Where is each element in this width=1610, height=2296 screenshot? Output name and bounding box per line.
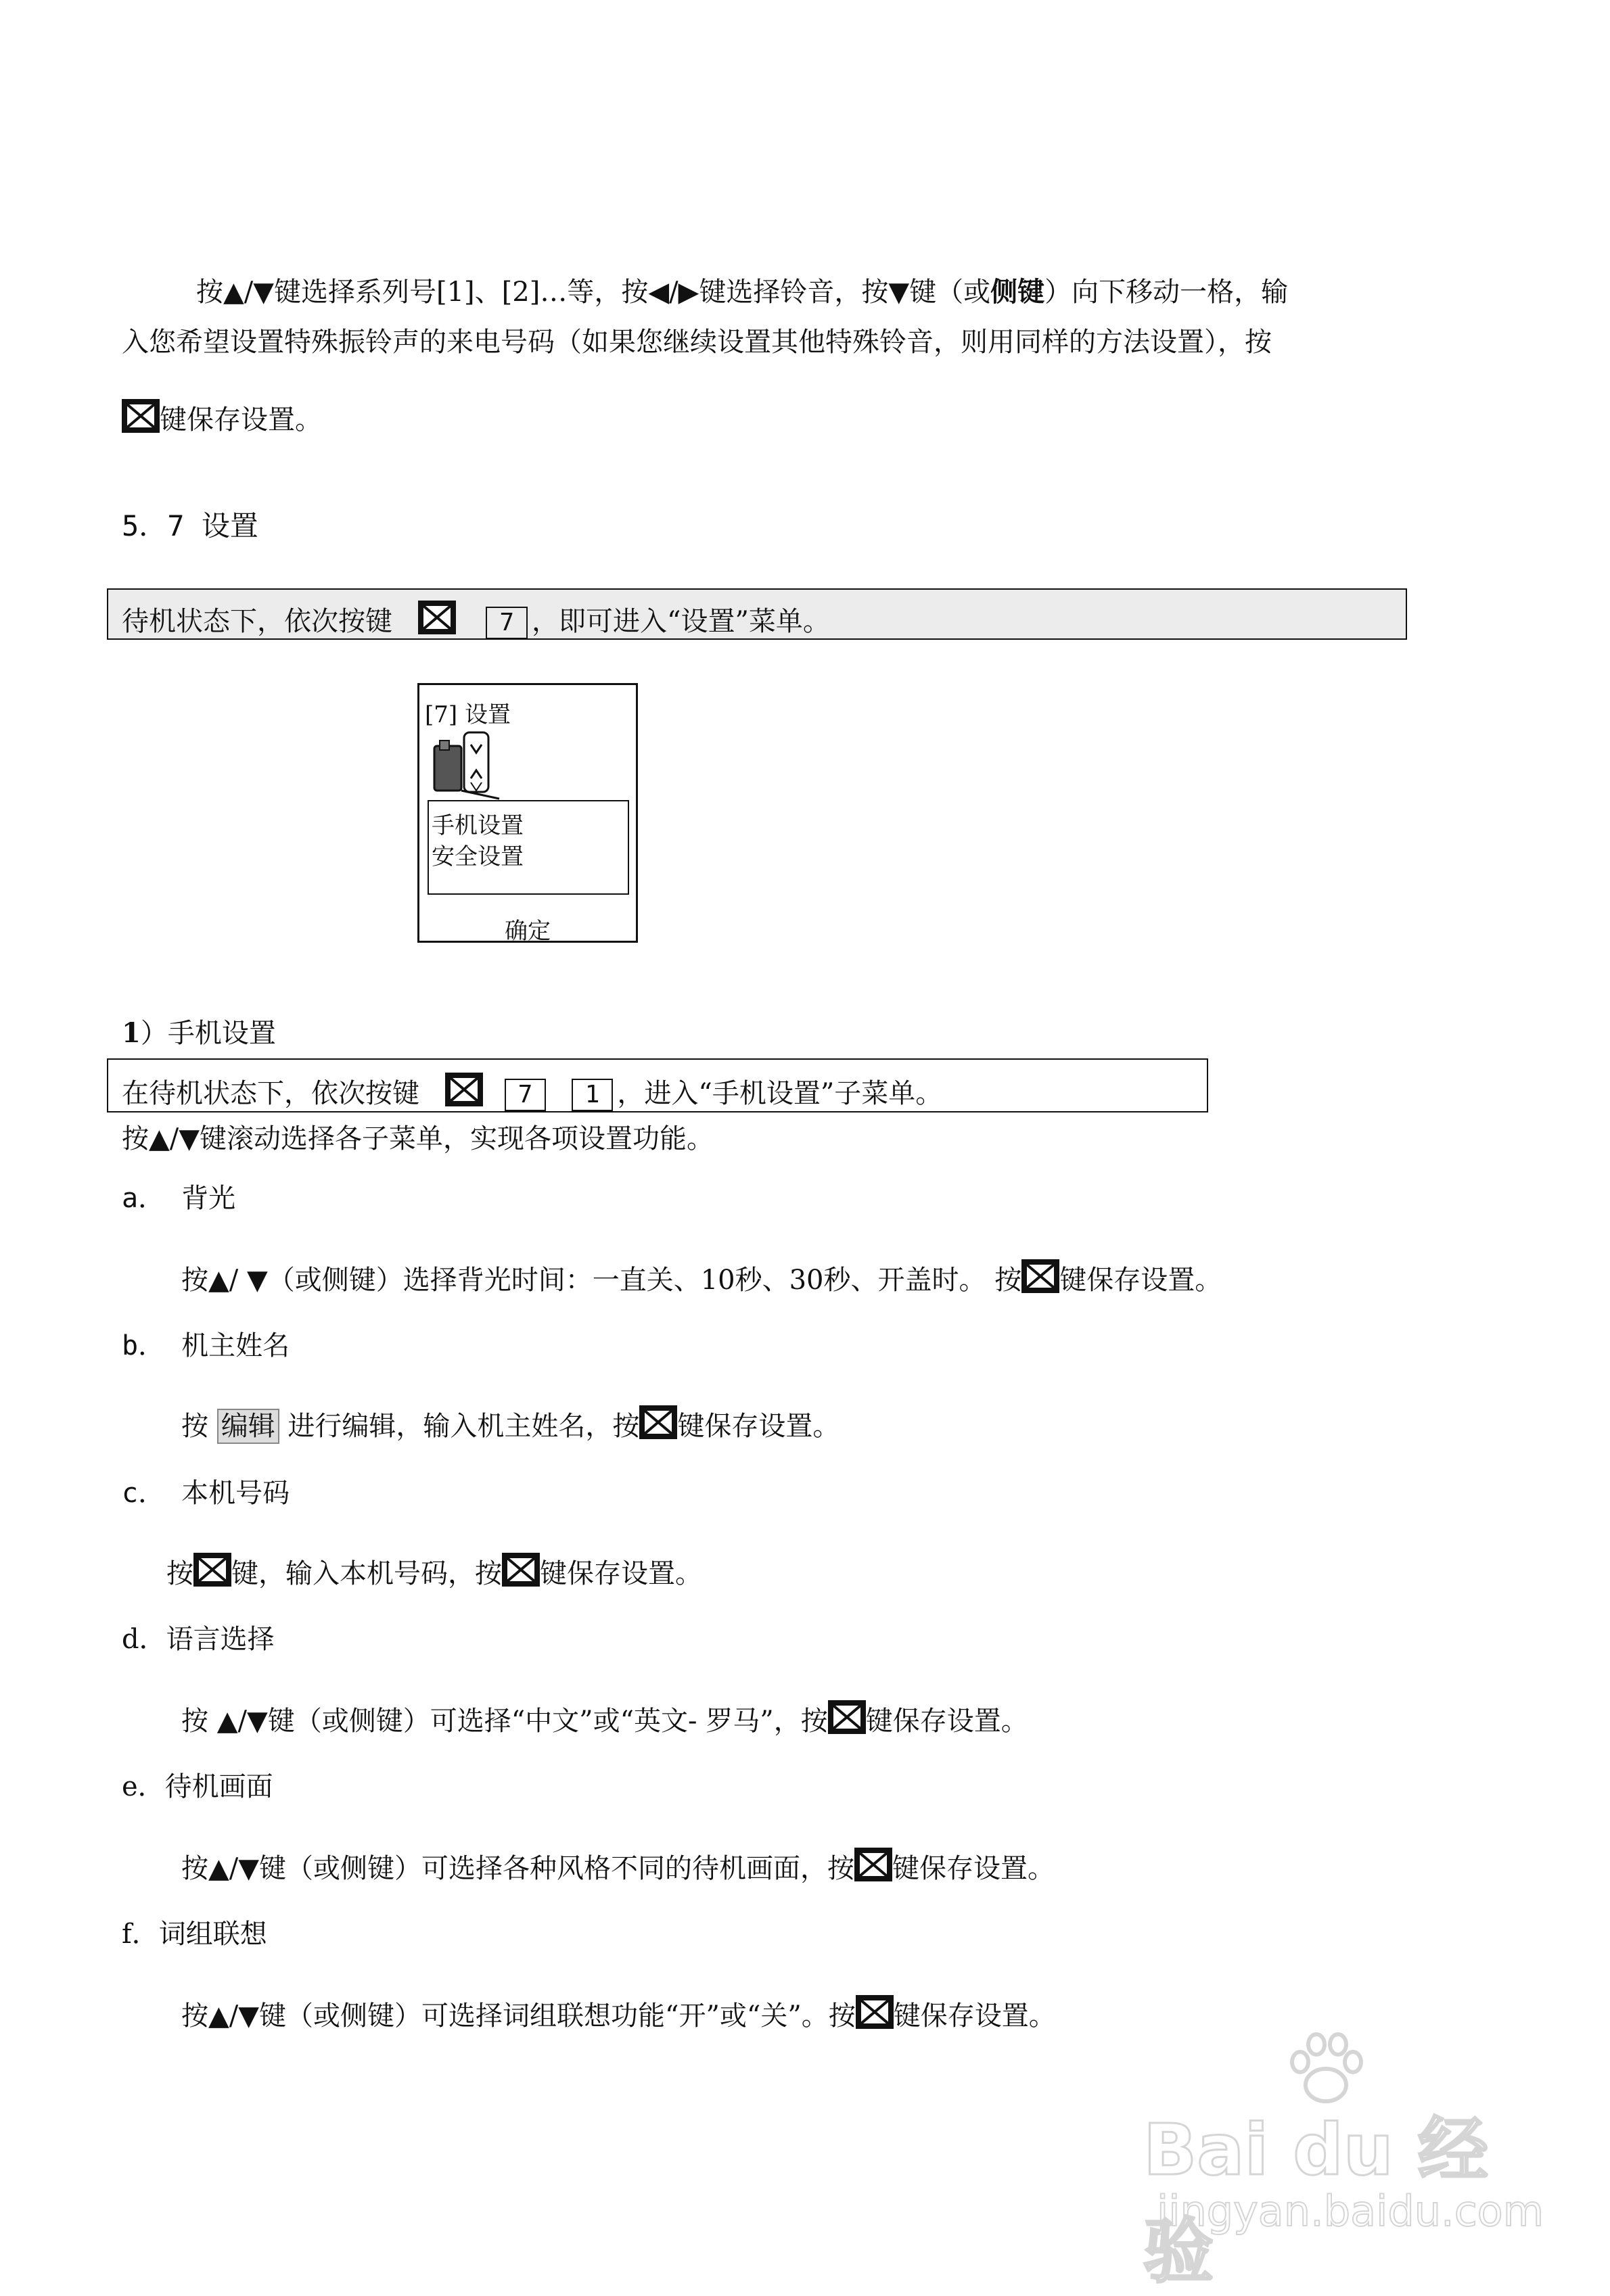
intro-line-1-text-a: 按▲/▼键选择系列号[1]、[2]…等，按◀/▶键选择铃音，按▼键（或 bbox=[196, 277, 991, 308]
intro-line-1 bbox=[196, 276, 1289, 308]
item-c-label: c． 本机号码 bbox=[122, 1478, 290, 1509]
watermark-url: jingyan.baidu.com bbox=[1157, 2186, 1544, 2236]
intro-line-1-side-key: 侧键 bbox=[990, 276, 1045, 308]
phone-menu-item-security-settings[interactable]: 安全设置 bbox=[432, 843, 524, 870]
instruction-box-phone-settings-text: 在待机状态下，依次按键 7 1 ，进入“手机设置”子菜单。 bbox=[122, 1073, 942, 1111]
intro-line-2: 入您希望设置特殊振铃声的来电号码（如果您继续设置其他特殊铃音，则用同样的方法设置），按 bbox=[122, 327, 1272, 358]
envelope-key-icon bbox=[418, 601, 456, 634]
envelope-key-icon bbox=[445, 1073, 483, 1106]
edit-softkey: 编辑 bbox=[217, 1409, 279, 1444]
envelope-key-icon bbox=[122, 399, 160, 433]
instruction-box-settings-text: 待机状态下，依次按键 7 ，即可进入“设置”菜单。 bbox=[122, 601, 830, 639]
phone-menu-list bbox=[428, 800, 629, 895]
baidu-jingyan-watermark bbox=[1143, 2032, 1549, 2293]
phone-confirm-softkey[interactable]: 确定 bbox=[505, 918, 551, 945]
item-e-desc: 按▲/▼键（或侧键）可选择各种风格不同的待机画面，按 键保存设置。 bbox=[181, 1848, 1055, 1882]
envelope-key-icon bbox=[193, 1553, 231, 1587]
item-a-desc: 按▲/ ▼（或侧键）选择背光时间：一直关、10秒、30秒、开盖时。 按 键保存设置。 bbox=[181, 1259, 1222, 1294]
item-f-label: f．词组联想 bbox=[122, 1919, 267, 1950]
intro-line-1-text-b: ）向下移动一格，输 bbox=[1044, 277, 1289, 308]
item-d-desc: 按 ▲/▼键（或侧键）可选择“中文”或“英文- 罗马”，按 键保存设置。 bbox=[181, 1700, 1028, 1735]
phone-menu-item-phone-settings[interactable]: 手机设置 bbox=[432, 812, 524, 839]
scroll-instruction: 按▲/▼键滚动选择各子菜单，实现各项设置功能。 bbox=[122, 1123, 714, 1154]
section-heading: 5．7 设置 bbox=[122, 509, 258, 542]
envelope-key-icon bbox=[854, 1848, 892, 1881]
key-1: 1 bbox=[572, 1079, 614, 1111]
item-d-label: d．语言选择 bbox=[122, 1624, 275, 1655]
item-c-desc: 按 键，输入本机号码，按 键保存设置。 bbox=[166, 1553, 702, 1587]
phone-screen-settings bbox=[417, 683, 638, 943]
envelope-key-icon bbox=[1021, 1259, 1059, 1293]
item-b-desc: 按 编辑 进行编辑，输入机主姓名，按 键保存设置。 bbox=[181, 1405, 840, 1444]
envelope-key-icon bbox=[828, 1700, 866, 1734]
subsection-heading-phone-settings: 1）手机设置 bbox=[122, 1017, 276, 1049]
item-e-label: e．待机画面 bbox=[122, 1771, 273, 1802]
key-7: 7 bbox=[505, 1079, 547, 1111]
key-7: 7 bbox=[486, 607, 528, 639]
envelope-key-icon bbox=[639, 1405, 677, 1439]
intro-line-3: 键保存设置。 bbox=[122, 399, 322, 434]
phone-screen-title: [7] 设置 bbox=[425, 701, 511, 728]
item-b-label: b． 机主姓名 bbox=[122, 1330, 290, 1361]
item-f-desc: 按▲/▼键（或侧键）可选择词组联想功能“开”或“关”。按 键保存设置。 bbox=[181, 1995, 1056, 2030]
envelope-key-icon bbox=[856, 1995, 894, 2029]
settings-phone-icon bbox=[432, 726, 506, 801]
envelope-key-icon bbox=[502, 1553, 540, 1587]
item-a-label: a． 背光 bbox=[122, 1183, 236, 1214]
watermark-brand: Bai du 经验 bbox=[1143, 2109, 1488, 2293]
